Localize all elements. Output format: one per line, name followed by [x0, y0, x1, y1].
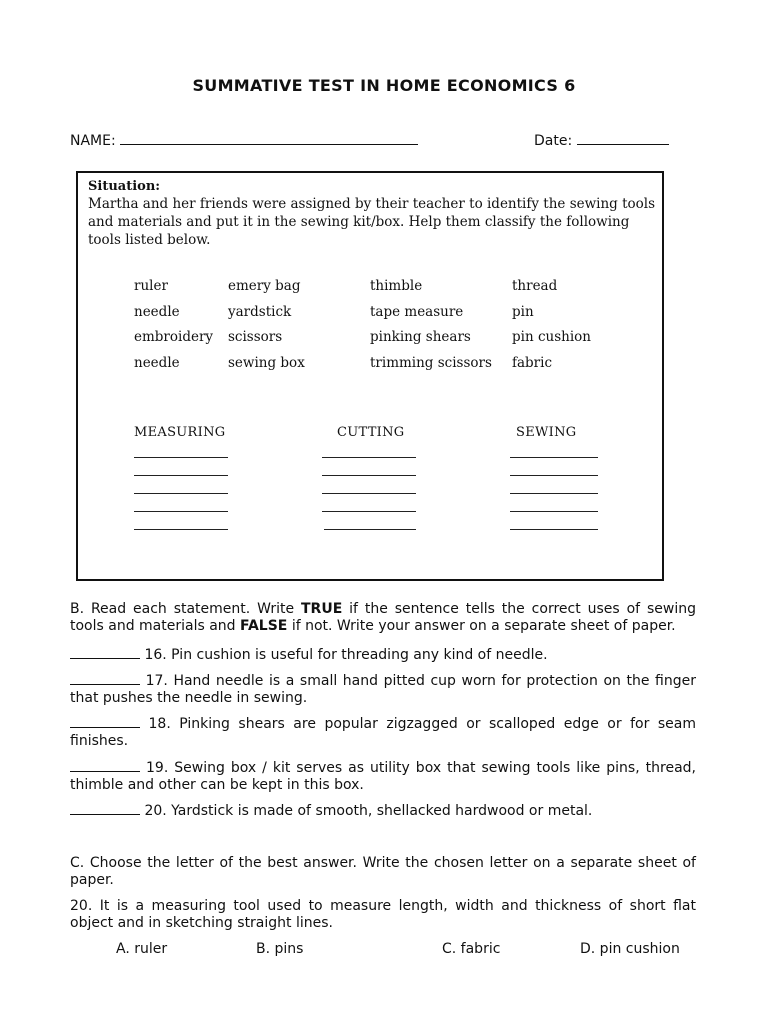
category-cutting: CUTTING	[337, 425, 405, 440]
measuring-blank[interactable]	[134, 511, 228, 512]
tool-item: trimming scissors	[370, 355, 492, 371]
tool-item: thimble	[370, 278, 423, 294]
choice-d[interactable]: D. pin cushion	[580, 941, 680, 957]
choice-a[interactable]: A. ruler	[116, 941, 168, 957]
choice-c[interactable]: C. fabric	[442, 941, 501, 957]
question-item	[70, 672, 696, 707]
cutting-blank[interactable]	[322, 475, 416, 476]
tool-item: tape measure	[370, 304, 464, 320]
tool-item: pin cushion	[512, 329, 591, 345]
tool-item: emery bag	[228, 278, 301, 294]
answer-blank[interactable]	[70, 802, 140, 815]
question-text: 17. Hand needle is a small hand pitted cup worn for protection on the finger that pushes the needle in sewing.	[70, 673, 696, 706]
answer-blank[interactable]	[70, 646, 140, 659]
name-row	[70, 132, 418, 149]
question-text: 19. Sewing box / kit serves as utility box that sewing tools like pins, thread, thimble and other can be kept in this box.	[70, 760, 697, 793]
question-item	[70, 802, 696, 820]
question-item	[70, 759, 696, 794]
choice-b[interactable]: B. pins	[256, 941, 304, 957]
section-b-intro-part1: B. Read each statement. Write	[70, 601, 301, 617]
tool-item: ruler	[134, 278, 168, 294]
tool-item: yardstick	[228, 304, 292, 320]
cutting-blank[interactable]	[324, 529, 416, 530]
answer-blank[interactable]	[70, 759, 140, 772]
tool-item: fabric	[512, 355, 553, 371]
question-item	[70, 715, 696, 750]
category-measuring: MEASURING	[134, 425, 226, 440]
false-keyword: FALSE	[240, 618, 288, 634]
section-c-instructions: C. Choose the letter of the best answer. Write the chosen letter on a separate sheet of paper.	[70, 855, 696, 888]
situation-heading: Situation:	[88, 179, 161, 194]
page-title: SUMMATIVE TEST IN HOME ECONOMICS 6	[192, 76, 576, 95]
section-b-instructions	[70, 601, 696, 635]
sewing-blank[interactable]	[510, 475, 598, 476]
question-item	[70, 646, 696, 664]
situation-box	[76, 171, 664, 581]
section-b-intro-part3: if not. Write your answer on a separate sheet of paper.	[287, 618, 676, 634]
category-sewing: SEWING	[516, 425, 577, 440]
answer-blank[interactable]	[70, 672, 140, 685]
sewing-blank[interactable]	[510, 511, 598, 512]
sewing-blank[interactable]	[510, 493, 598, 494]
cutting-blank[interactable]	[322, 493, 416, 494]
measuring-blank[interactable]	[134, 529, 228, 530]
date-row	[534, 132, 669, 149]
question-text: 18. Pinking shears are popular zigzagged or scalloped edge or for seam finishes.	[70, 716, 696, 749]
true-keyword: TRUE	[301, 601, 343, 617]
tool-item: sewing box	[228, 355, 305, 371]
tool-item: needle	[134, 355, 180, 371]
sewing-blank[interactable]	[510, 457, 598, 458]
question-text: 16. Pin cushion is useful for threading any kind of needle.	[144, 647, 548, 663]
date-field[interactable]	[577, 132, 669, 145]
tool-item: pin	[512, 304, 534, 320]
cutting-blank[interactable]	[322, 511, 416, 512]
date-label: Date:	[534, 133, 573, 149]
tool-item: needle	[134, 304, 180, 320]
question-text: 20. Yardstick is made of smooth, shellacked hardwood or metal.	[144, 803, 593, 819]
cutting-blank[interactable]	[322, 457, 416, 458]
measuring-blank[interactable]	[134, 493, 228, 494]
name-field[interactable]	[120, 132, 418, 145]
tool-item: thread	[512, 278, 558, 294]
tool-item: embroidery	[134, 329, 214, 345]
measuring-blank[interactable]	[134, 475, 228, 476]
tool-item: scissors	[228, 329, 283, 345]
section-b-intro-part2: if the sentence tells the correct uses of sewing tools and materials and	[70, 601, 696, 634]
name-label: NAME:	[70, 133, 116, 149]
measuring-blank[interactable]	[134, 457, 228, 458]
tool-item: pinking shears	[370, 329, 471, 345]
situation-text: Martha and her friends were assigned by their teacher to identify the sewing tools and materials and put it in the sewing kit/box. Help them classify the following tools listed below.	[88, 196, 656, 248]
answer-blank[interactable]	[70, 715, 140, 728]
sewing-blank[interactable]	[510, 529, 598, 530]
section-c-question: 20. It is a measuring tool used to measure length, width and thickness of short flat object and in sketching straight lines.	[70, 898, 696, 931]
